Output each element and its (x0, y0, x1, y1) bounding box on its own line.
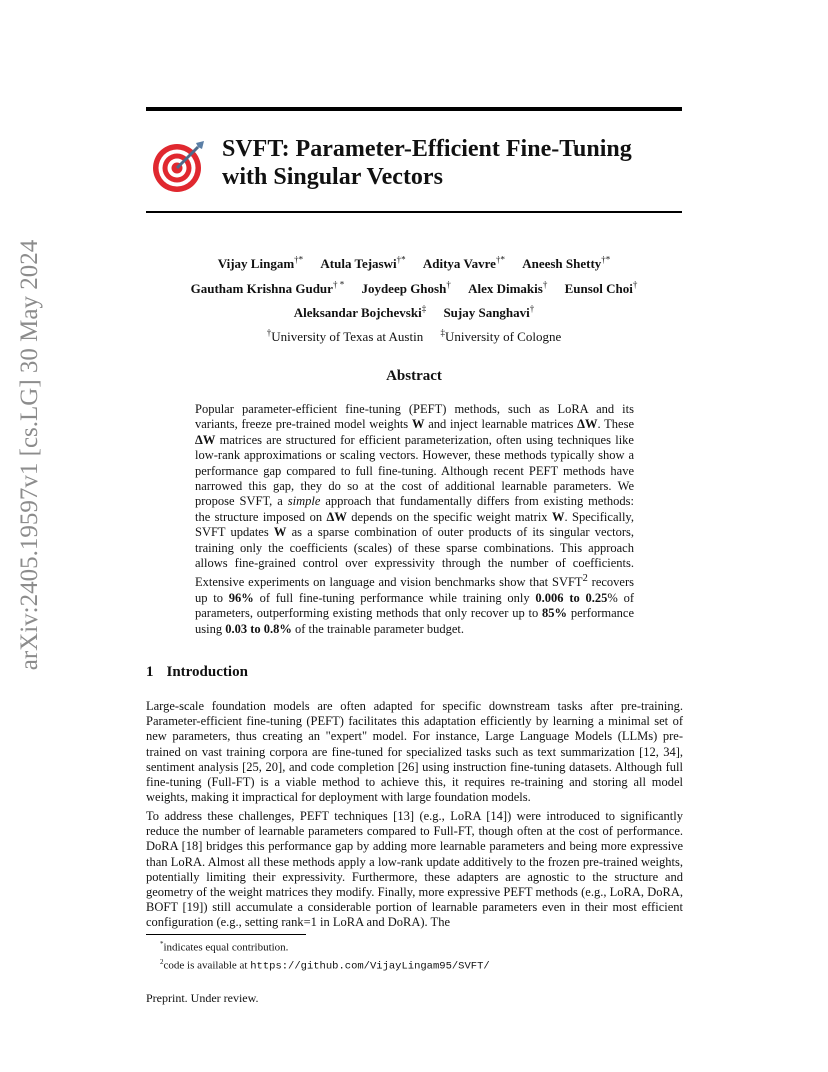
affiliation: †University of Texas at Austin (266, 327, 424, 345)
target-bullseye-icon (152, 139, 206, 193)
footnote: *indicates equal contribution. (160, 940, 289, 954)
author: Gautham Krishna Gudur† * (190, 279, 345, 296)
paper-title (222, 135, 682, 191)
section-heading (146, 664, 248, 681)
abstract-heading: Abstract (386, 368, 442, 384)
section-title: Introduction (166, 664, 248, 680)
title-line-1: SVFT: Parameter-Efficient Fine-Tuning (222, 136, 632, 162)
footnote: $^2$code is available at https://github.com/VijayLingam95/SVFT/ (160, 957, 490, 973)
author: Aleksandar Bojchevski‡ (293, 303, 427, 320)
intro-paragraph-2: To address these challenges, PEFT techniques [13] (e.g., LoRA [14]) were introduced to significantly reduce the number of learnable parameters compared to Full-FT, though often at the cost of performance. DoRA [18] bridges this performance gap by adding more learnable parameters and being more expressive than LoRA. Almost all these methods apply a low-rank update additively to the frozen pre-trained weights, potentially limiting their expressivity. Furthermore, these adapters are agnostic to the structure and geometry of the weight matrices they modify. Finally, more expressive PEFT methods (e.g., LoRA, DoRA, BOFT [19]) still accumulate a considerable portion of learnable parameters even in their most efficient configuration (e.g., setting rank=1 in LoRA and DoRA). The (146, 809, 683, 930)
title-bottom-rule (146, 211, 682, 213)
affiliation: ‡University of Cologne (440, 327, 562, 345)
author-row (146, 299, 682, 323)
author: Sujay Sanghavi† (443, 303, 535, 320)
arxiv-identifier: arXiv:2405.19597v1 [cs.LG] 30 May 2024 (16, 239, 43, 671)
author-row (146, 274, 682, 298)
footnotes (160, 937, 490, 973)
author: Vijay Lingam†* (217, 255, 304, 272)
code-link[interactable]: https://github.com/VijayLingam95/SVFT/ (250, 960, 490, 973)
author: Aditya Vavre†* (422, 255, 505, 272)
author-row (146, 250, 682, 274)
affiliation-row (146, 323, 682, 347)
author: Atula Tejaswi†* (320, 255, 406, 272)
author-block (146, 250, 682, 347)
title-line-2: with Singular Vectors (222, 164, 443, 190)
author: Aneesh Shetty†* (522, 255, 611, 272)
author: Alex Dimakis† (468, 279, 548, 296)
intro-paragraph-1: Large-scale foundation models are often adapted for specific downstream tasks after pre-training. Parameter-efficient fine-tuning (PEFT) facilitates this adaptation efficiently by learning a minimal set of new parameters, thus creating an "expert" model. For instance, Large Language Models (LLMs) pre-trained on vast training corpora are fine-tuned for specialized tasks such as text summarization [12, 34], sentiment analysis [25, 20], and code completion [26] using instruction fine-tuning datasets. Although full fine-tuning (Full-FT) is a viable method to achieve this, it requires re-training and storing all model weights, making it impractical for deployment with large foundation models. (146, 699, 683, 805)
author: Eunsol Choi† (564, 279, 638, 296)
section-number: 1 (146, 664, 154, 680)
author: Joydeep Ghosh† (361, 279, 451, 296)
preprint-note: Preprint. Under review. (146, 991, 259, 1005)
abstract-body: Popular parameter-efficient fine-tuning (PEFT) methods, such as LoRA and its variants, freeze pre-trained model weights W and inject learnable matrices ΔW. These ΔW matrices are structured for efficient parameterization, often using techniques like low-rank approximations or scaling vectors. However, these methods typically show a performance gap compared to full fine-tuning. Although recent PEFT methods have narrowed this gap, they do so at the cost of additional learnable parameters. We propose SVFT, a simple approach that fundamentally differs from existing methods: the structure imposed on ΔW depends on the specific weight matrix W. Specifically, SVFT updates W as a sparse combination of outer products of its singular vectors, training only the coefficients (scales) of these sparse combinations. This approach allows fine-grained control over expressivity through the number of coefficients. Extensive experiments on language and vision benchmarks show that SVFT$^2$ recovers up to 96% of full fine-tuning performance while training only 0.006 to 0.25% of parameters, outperforming existing methods that only recover up to 85% performance using 0.03 to 0.8% of the trainable parameter budget. (195, 402, 635, 636)
title-top-rule (146, 107, 682, 111)
footnote-rule (146, 934, 306, 935)
